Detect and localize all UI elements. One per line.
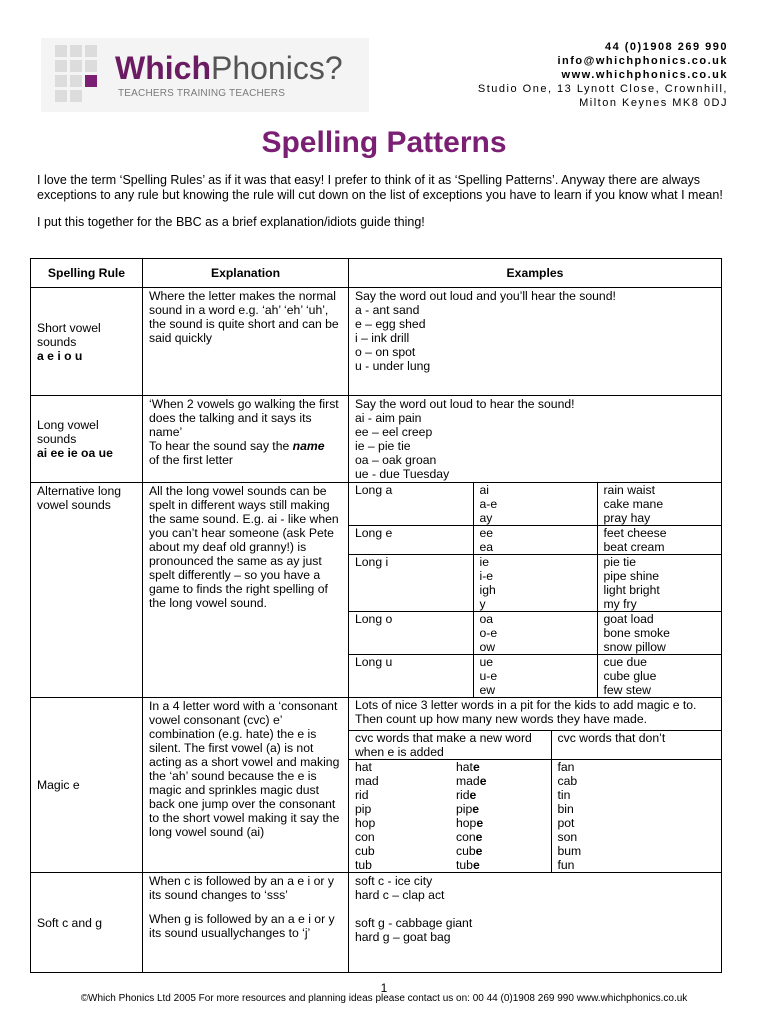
spelling-patterns-table — [30, 258, 722, 973]
rule-cell: Alternative long vowel sounds — [31, 483, 143, 698]
row-short-vowel — [31, 288, 722, 396]
intro-paragraph-2: I put this together for the BBC as a brief explanation/idiots guide thing! — [37, 215, 425, 229]
header-examples: Examples — [349, 259, 722, 288]
contact-address-line2: Milton Keynes MK8 0DJ — [579, 97, 728, 109]
cvc-word-list: hat mad rid pip hop con cub tub — [355, 760, 379, 872]
header-spelling-rule: Spelling Rule — [31, 259, 143, 288]
alt-row-long-a: Long a ai a-e ay rain waist cake mane pray hay — [349, 483, 721, 526]
explanation-cell: When c is followed by an a e i or y its sound changes to ‘sss’ When g is followed by an a e i or y its sound usuallychanges to ‘j’ — [143, 873, 349, 973]
explanation-cell: ‘When 2 vowels go walking the first does the talking and it says its name’ To hear the sound say the name of the first letter — [143, 396, 349, 483]
magic-e-subheader: cvc words that make a new word when e is added cvc words that don’t — [349, 731, 721, 760]
logo-wordmark: WhichPhonics? — [115, 50, 343, 86]
alt-row-long-i: Long i ie i-e igh y pie tie pipe shine light bright my fry — [349, 555, 721, 612]
contact-address-line1: Studio One, 13 Lynott Close, Crownhill, — [477, 83, 728, 95]
rule-cell: Magic e — [31, 698, 143, 873]
row-magic-e — [31, 698, 722, 873]
row-long-vowel — [31, 396, 722, 483]
with-e-word-list: hate made ride pipe hope cone cube tube — [456, 760, 487, 872]
contact-phone: 44 (0)1908 269 990 — [604, 41, 728, 53]
magic-e-word-lists — [349, 760, 721, 873]
explanation-cell: In a 4 letter word with a ‘consonant vowel consonant (cvc) e’ combination (e.g. hate) the e is silent. The first vowel (a) is not acting as a short vowel and making the ‘ah’ sound because the e is magic and sprinkles magic dust back one jump over the consonant to the short vowel making it say the long vowel sound (ai) — [143, 698, 349, 873]
rule-cell: Long vowel sounds ai ee ie oa ue — [31, 396, 143, 483]
row-soft-c-g — [31, 873, 722, 973]
explanation-cell: All the long vowel sounds can be spelt in different ways still making the same sound. E.g. ai - like when you can’t hear someone (ask Pete about my deaf old granny!) is pronounced the same as ay just spelt differently – so you have a game to finds the right spelling of the long vowel sound. — [143, 483, 349, 698]
rule-cell: Short vowel sounds a e i o u — [31, 288, 143, 396]
alt-row-long-o: Long o oa o-e ow goat load bone smoke snow pillow — [349, 612, 721, 655]
row-alternative-long-vowel — [31, 483, 722, 698]
magic-e-intro: Lots of nice 3 letter words in a pit for the kids to add magic e to. Then count up how many new words they have made. — [349, 698, 721, 731]
examples-cell: Say the word out loud and you’ll hear the sound! a - ant sand e – egg shed i – ink drill o – on spot u - under lung — [349, 288, 722, 396]
intro-paragraph-1: I love the term ‘Spelling Rules’ as if it was that easy! I prefer to think of it as ‘Spelling Patterns’. Anyway there are always exceptions to any rule but knowing the rule will cut down on the list of exceptions you have to learn if you know what I mean! — [37, 173, 723, 202]
rule-cell: Soft c and g — [31, 873, 143, 973]
explanation-cell: Where the letter makes the normal sound in a word e.g. ‘ah’ ‘eh’ ‘uh’, the sound is quite short and can be said quickly — [143, 288, 349, 396]
table-header-row — [31, 259, 722, 288]
examples-cell: soft c - ice city hard c – clap act soft g - cabbage giant hard g – goat bag — [349, 873, 722, 973]
page-number: 1 — [380, 981, 388, 995]
alt-row-long-e: Long e ee ea feet cheese beat cream — [349, 526, 721, 555]
intro-text — [37, 173, 737, 242]
examples-cell — [349, 483, 722, 698]
page-title: Spelling Patterns — [261, 126, 507, 159]
contact-website[interactable]: www.whichphonics.co.uk — [561, 69, 728, 81]
magic-e-subtable — [349, 731, 721, 872]
which-phonics-logo — [41, 38, 369, 112]
alt-vowel-subtable — [349, 483, 721, 697]
contact-email[interactable]: info@whichphonics.co.uk — [557, 55, 728, 67]
contact-block — [478, 40, 728, 110]
no-change-word-list: fan cab tin bin pot son bum fun — [551, 760, 721, 873]
logo-tagline: TEACHERS TRAINING TEACHERS — [118, 88, 286, 99]
examples-cell — [349, 698, 722, 873]
alt-row-long-u: Long u ue u-e ew cue due cube glue few stew — [349, 655, 721, 698]
examples-cell: Say the word out loud to hear the sound! ai - aim pain ee – eel creep ie – pie tie oa – oak groan ue - due Tuesday — [349, 396, 722, 483]
header-explanation: Explanation — [143, 259, 349, 288]
page-footer: ©Which Phonics Ltd 2005 For more resources and planning ideas please contact us on: 00 44 (0)1908 269 990 www.whichphonics.co.uk — [80, 993, 688, 1004]
